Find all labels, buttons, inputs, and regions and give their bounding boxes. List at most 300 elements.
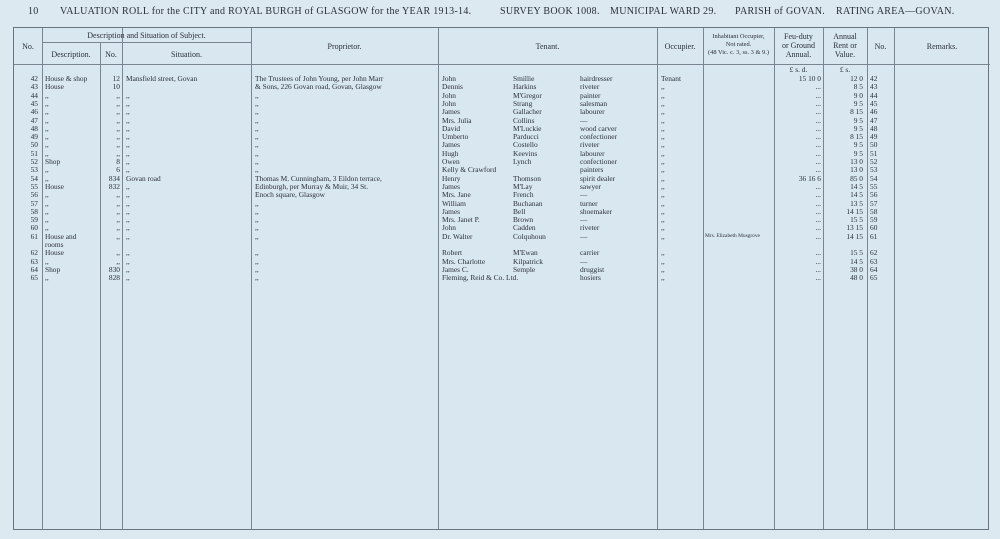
situation: ,, <box>126 231 130 241</box>
feu-duty: ... <box>815 165 821 175</box>
tenant-occupation: confectioner <box>580 157 617 166</box>
row-number: 61 <box>30 231 38 241</box>
tenant-surname: M'Gregor <box>513 90 542 100</box>
annual-rent: 14 5 <box>850 190 863 200</box>
tenant-occupation: spirit dealer <box>580 173 616 183</box>
proprietor: ,, <box>255 115 259 125</box>
description: House <box>45 82 64 92</box>
proprietor: ,, <box>255 98 259 108</box>
col-header-desc-group: Description and Situation of Subject. <box>87 31 206 40</box>
description: ,, <box>45 198 49 208</box>
feu-duty: ... <box>815 264 821 274</box>
row-number-right: 64 <box>870 264 878 274</box>
description: ,, <box>45 215 49 225</box>
row-number-right: 63 <box>870 256 878 266</box>
tenant-forename: Dr. Walter <box>442 231 473 241</box>
annual-rent: 15 5 <box>850 248 863 258</box>
situation: ,, <box>126 264 130 274</box>
row-number: 62 <box>30 248 38 258</box>
row-number-right: 52 <box>870 157 878 166</box>
situation: ,, <box>126 98 130 108</box>
occupier: ,, <box>661 273 665 283</box>
annual-rent: 9 5 <box>853 98 863 108</box>
tenant-forename: Mrs. Julia <box>442 115 472 125</box>
description: ,, <box>45 90 49 100</box>
situation: ,, <box>126 248 130 258</box>
feu-duty: ... <box>815 206 821 216</box>
house-number: 830 <box>108 264 120 274</box>
house-number: ,, <box>116 256 120 266</box>
occupier: ,, <box>661 123 665 133</box>
description: ,, <box>45 165 49 175</box>
tenant-occupation: confectioner <box>580 132 617 142</box>
row-number-right: 57 <box>870 198 878 208</box>
feu-duty: ... <box>815 140 821 150</box>
house-number: ,, <box>116 90 120 100</box>
row-number-right: 42 <box>870 74 878 83</box>
occupier: ,, <box>661 98 665 108</box>
situation: ,, <box>126 190 130 200</box>
proprietor: & Sons, 226 Govan road, Govan, Glasgow <box>255 82 382 92</box>
annual-rent: 14 5 <box>850 256 863 266</box>
row-number-right: 59 <box>870 215 878 225</box>
proprietor: ,, <box>255 264 259 274</box>
occupier: ,, <box>661 115 665 125</box>
row-number-right: 50 <box>870 140 878 150</box>
tenant-surname: Gallacher <box>513 107 542 117</box>
proprietor: ,, <box>255 256 259 266</box>
annual-rent: 8 15 <box>850 132 863 142</box>
feu-duty: ... <box>815 107 821 117</box>
row-number: 48 <box>30 123 38 133</box>
tenant-surname: M'Lay <box>513 181 533 191</box>
col-header-remarks: Remarks. <box>926 42 958 51</box>
house-number: 828 <box>108 273 120 283</box>
occupier: ,, <box>661 190 665 200</box>
feu-units: £ s. d. <box>789 65 808 74</box>
proprietor: Thomas M. Cunningham, 3 Eildon terrace, <box>255 173 382 183</box>
feu-duty: ... <box>815 82 821 92</box>
tenant-forename: Kelly & Crawford <box>442 165 497 175</box>
tenant-occupation: — <box>580 215 588 225</box>
tenant-occupation: hosiers <box>580 273 601 283</box>
tenant-occupation: — <box>580 190 588 200</box>
feu-duty: ... <box>815 256 821 266</box>
tenant-forename: John <box>442 223 456 233</box>
annual-rent: 13 0 <box>850 165 863 175</box>
tenant-surname: Brown <box>513 215 534 225</box>
row-number-right: 55 <box>870 181 878 191</box>
tenant-occupation: riveter <box>580 82 600 92</box>
house-number: ,, <box>116 215 120 225</box>
feu-duty: ... <box>815 90 821 100</box>
tenant-surname: Costello <box>513 140 538 150</box>
situation: ,, <box>126 90 130 100</box>
situation: Govan road <box>126 173 161 183</box>
tenant-forename: James <box>442 107 461 117</box>
tenant-occupation: salesman <box>580 98 608 108</box>
row-number: 56 <box>30 190 38 200</box>
row-number: 57 <box>30 198 38 208</box>
description: Shop <box>45 157 61 166</box>
annual-rent: 9 5 <box>853 148 863 158</box>
tenant-forename: John <box>442 74 456 83</box>
tenant-forename: Mrs. Janet P. <box>442 215 480 225</box>
col-header-occupier: Occupier. <box>664 42 696 51</box>
tenant-surname: Buchanan <box>513 198 543 208</box>
tenant-occupation: — <box>580 115 588 125</box>
row-number: 53 <box>30 165 38 175</box>
occupier: ,, <box>661 82 665 92</box>
table-row <box>14 273 990 282</box>
row-number-right: 65 <box>870 273 878 283</box>
annual-rent: 9 5 <box>853 123 863 133</box>
feu-duty: ... <box>815 273 821 283</box>
house-number: ,, <box>116 132 120 142</box>
annual-rent: 48 0 <box>850 273 863 283</box>
col-header-no: No. <box>22 42 34 51</box>
feu-duty: ... <box>815 132 821 142</box>
tenant-forename: Owen <box>442 157 460 166</box>
annual-rent: 13 0 <box>850 157 863 166</box>
proprietor: ,, <box>255 206 259 216</box>
occupier: ,, <box>661 215 665 225</box>
row-number-right: 49 <box>870 132 878 142</box>
row-number-right: 56 <box>870 190 878 200</box>
occupier: ,, <box>661 90 665 100</box>
tenant-forename: William <box>442 198 466 208</box>
row-number: 54 <box>30 173 38 183</box>
tenant-surname: Collins <box>513 115 535 125</box>
tenant-forename: Mrs. Charlotte <box>442 256 486 266</box>
tenant-surname: Keevins <box>513 148 538 158</box>
parish: PARISH of GOVAN. <box>735 6 826 17</box>
occupier: ,, <box>661 223 665 233</box>
proprietor: ,, <box>255 140 259 150</box>
situation: ,, <box>126 256 130 266</box>
tenant-surname: Lynch <box>513 157 532 166</box>
tenant-forename: James <box>442 181 461 191</box>
house-number: 832 <box>108 181 120 191</box>
house-number: ,, <box>116 148 120 158</box>
tenant-surname: Parducci <box>513 132 539 142</box>
tenant-surname: Cadden <box>513 223 536 233</box>
situation: ,, <box>126 223 130 233</box>
house-number: ,, <box>116 198 120 208</box>
row-number: 55 <box>30 181 38 191</box>
occupier: ,, <box>661 231 665 241</box>
row-number-right: 48 <box>870 123 878 133</box>
annual-rent: 13 5 <box>850 198 863 208</box>
feu-duty: ... <box>815 198 821 208</box>
occupier: ,, <box>661 140 665 150</box>
tenant-forename: Umberto <box>442 132 469 142</box>
row-number: 58 <box>30 206 38 216</box>
description: ,, <box>45 190 49 200</box>
rent-units: £ s. <box>839 65 851 74</box>
survey-book: SURVEY BOOK 1008. <box>500 6 600 17</box>
row-number: 47 <box>30 115 38 125</box>
row-number-right: 43 <box>870 82 878 92</box>
tenant-occupation: wood carver <box>580 123 617 133</box>
situation: ,, <box>126 215 130 225</box>
page-header <box>0 0 1000 20</box>
house-number: ,, <box>116 115 120 125</box>
units-row <box>14 65 990 74</box>
municipal-ward: MUNICIPAL WARD 29. <box>610 6 717 17</box>
house-number: ,, <box>116 107 120 117</box>
tenant-surname: Bell <box>513 206 526 216</box>
feu-duty: ... <box>815 157 821 166</box>
row-number: 60 <box>30 223 38 233</box>
proprietor: ,, <box>255 132 259 142</box>
row-number: 51 <box>30 148 38 158</box>
description: House <box>45 181 64 191</box>
proprietor: ,, <box>255 273 259 283</box>
tenant-forename: Hugh <box>442 148 459 158</box>
feu-duty: ... <box>815 115 821 125</box>
occupier: ,, <box>661 206 665 216</box>
tenant-occupation: hairdresser <box>580 74 613 83</box>
col-header-inhabitant: Inhabitant Occupier, Not rated. (48 Vic. c. 3, ss. 3 & 9.) <box>708 33 769 56</box>
row-number: 52 <box>30 157 38 166</box>
row-number-right: 53 <box>870 165 878 175</box>
situation: ,, <box>126 181 130 191</box>
row-number: 63 <box>30 256 38 266</box>
tenant-surname: Semple <box>513 264 536 274</box>
tenant-occupation: druggist <box>580 264 605 274</box>
occupier: ,, <box>661 148 665 158</box>
proprietor: ,, <box>255 165 259 175</box>
description: rooms <box>45 240 64 249</box>
row-number: 59 <box>30 215 38 225</box>
description: ,, <box>45 273 49 283</box>
situation: ,, <box>126 115 130 125</box>
situation: ,, <box>126 165 130 175</box>
tenant-forename: Mrs. Jane <box>442 190 471 200</box>
tenant-forename: James <box>442 206 461 216</box>
row-number-right: 58 <box>870 206 878 216</box>
annual-rent: 9 5 <box>853 140 863 150</box>
occupier: ,, <box>661 248 665 258</box>
tenant-surname: M'Luckie <box>513 123 542 133</box>
situation: ,, <box>126 132 130 142</box>
tenant-forename: Fleming, Reid & Co. Ltd. <box>442 273 519 283</box>
proprietor: ,, <box>255 198 259 208</box>
annual-rent: 85 0 <box>850 173 863 183</box>
col-header-no-right: No. <box>874 42 887 51</box>
row-number-right: 51 <box>870 148 878 158</box>
house-number: ,, <box>116 231 120 241</box>
annual-rent: 14 15 <box>846 206 863 216</box>
situation: ,, <box>126 123 130 133</box>
occupier: ,, <box>661 107 665 117</box>
house-number: ,, <box>116 206 120 216</box>
occupier: ,, <box>661 264 665 274</box>
tenant-surname: French <box>513 190 534 200</box>
situation: ,, <box>126 206 130 216</box>
proprietor: Edinburgh, per Murray & Muir, 34 St. <box>255 181 369 191</box>
description: ,, <box>45 206 49 216</box>
row-number: 65 <box>30 273 38 283</box>
row-number: 64 <box>30 264 38 274</box>
row-number-right: 45 <box>870 98 878 108</box>
annual-rent: 8 15 <box>850 107 863 117</box>
tenant-occupation: painter <box>580 90 601 100</box>
situation: ,, <box>126 273 130 283</box>
occupier: ,, <box>661 132 665 142</box>
tenant-forename: Henry <box>442 173 461 183</box>
row-number: 43 <box>30 82 38 92</box>
proprietor: ,, <box>255 215 259 225</box>
description: ,, <box>45 148 49 158</box>
proprietor: ,, <box>255 157 259 166</box>
col-header-number: No. <box>105 50 117 59</box>
description: ,, <box>45 223 49 233</box>
tenant-surname: Kilpatrick <box>513 256 543 266</box>
description: ,, <box>45 107 49 117</box>
description: House & shop <box>45 74 88 83</box>
tenant-forename: John <box>442 98 456 108</box>
tenant-occupation: — <box>580 231 588 241</box>
feu-duty: ... <box>815 215 821 225</box>
tenant-surname: Harkins <box>513 82 537 92</box>
annual-rent: 12 0 <box>850 74 863 83</box>
description: ,, <box>45 115 49 125</box>
situation: Mansfield street, Govan <box>126 74 198 83</box>
tenant-surname: M'Ewan <box>513 248 538 258</box>
row-number: 46 <box>30 107 38 117</box>
house-number: ,, <box>116 223 120 233</box>
house-number: ,, <box>116 248 120 258</box>
description: ,, <box>45 98 49 108</box>
tenant-occupation: riveter <box>580 140 600 150</box>
annual-rent: 38 0 <box>850 264 863 274</box>
description: ,, <box>45 173 49 183</box>
col-header-situation: Situation. <box>171 50 202 59</box>
tenant-occupation: labourer <box>580 107 605 117</box>
house-number: 8 <box>116 157 120 166</box>
occupier: ,, <box>661 181 665 191</box>
house-number: ,, <box>116 140 120 150</box>
feu-duty: ... <box>815 148 821 158</box>
annual-rent: 9 5 <box>853 115 863 125</box>
tenant-surname: Smillie <box>513 74 535 83</box>
proprietor: ,, <box>255 107 259 117</box>
proprietor: ,, <box>255 231 259 241</box>
occupier: ,, <box>661 157 665 166</box>
occupier: ,, <box>661 256 665 266</box>
annual-rent: 13 15 <box>846 223 863 233</box>
tenant-occupation: riveter <box>580 223 600 233</box>
page-number: 10 <box>28 6 39 17</box>
tenant-forename: Dennis <box>442 82 463 92</box>
situation: ,, <box>126 140 130 150</box>
house-number: 6 <box>116 165 120 175</box>
situation: ,, <box>126 198 130 208</box>
annual-rent: 15 5 <box>850 215 863 225</box>
feu-duty: 15 10 0 <box>798 74 821 83</box>
feu-duty: ... <box>815 98 821 108</box>
tenant-surname: Strang <box>513 98 533 108</box>
house-number: ,, <box>116 98 120 108</box>
house-number: 834 <box>108 173 120 183</box>
tenant-forename: James C. <box>442 264 469 274</box>
proprietor: ,, <box>255 123 259 133</box>
feu-duty: ... <box>815 190 821 200</box>
annual-rent: 14 5 <box>850 181 863 191</box>
occupier: ,, <box>661 173 665 183</box>
row-number-right: 44 <box>870 90 878 100</box>
tenant-occupation: carrier <box>580 248 600 258</box>
occupier: ,, <box>661 198 665 208</box>
tenant-surname: Colquhoun <box>513 231 546 241</box>
col-header-rent: Annual Rent or Value. <box>833 32 857 59</box>
description: House and <box>45 231 77 241</box>
feu-duty: ... <box>815 223 821 233</box>
description: House <box>45 248 64 258</box>
row-number: 42 <box>30 74 38 83</box>
situation: ,, <box>126 157 130 166</box>
situation: ,, <box>126 107 130 117</box>
row-number-right: 60 <box>870 223 878 233</box>
tenant-forename: David <box>442 123 461 133</box>
description: ,, <box>45 256 49 266</box>
house-number: ,, <box>116 123 120 133</box>
row-number: 45 <box>30 98 38 108</box>
description: Shop <box>45 264 61 274</box>
description: ,, <box>45 140 49 150</box>
tenant-occupation: painters <box>580 165 604 175</box>
description: ,, <box>45 123 49 133</box>
annual-rent: 9 0 <box>853 90 863 100</box>
feu-duty: ... <box>815 248 821 258</box>
tenant-occupation: labourer <box>580 148 605 158</box>
proprietor: ,, <box>255 248 259 258</box>
row-number: 44 <box>30 90 38 100</box>
tenant-occupation: shoemaker <box>580 206 613 216</box>
tenant-forename: James <box>442 140 461 150</box>
house-number: 10 <box>112 82 120 92</box>
row-number: 50 <box>30 140 38 150</box>
annual-rent: 8 5 <box>853 82 863 92</box>
annual-rent: 14 15 <box>846 231 863 241</box>
tenant-forename: John <box>442 90 456 100</box>
proprietor: ,, <box>255 223 259 233</box>
occupier: ,, <box>661 165 665 175</box>
col-header-feu: Feu-duty or Ground Annual. <box>781 32 816 59</box>
col-header-proprietor: Proprietor. <box>327 42 362 51</box>
inhabitant-occupier: Mrs. Elizabeth Musgrove <box>705 232 760 239</box>
occupier: Tenant <box>661 74 682 83</box>
house-number: ,, <box>116 190 120 200</box>
situation: ,, <box>126 148 130 158</box>
feu-duty: 36 16 6 <box>798 173 821 183</box>
row-number-right: 46 <box>870 107 878 117</box>
proprietor: The Trustees of John Young, per John Marr <box>255 74 384 83</box>
house-number: 12 <box>112 74 120 83</box>
tenant-forename: Robert <box>442 248 463 258</box>
roll-title: VALUATION ROLL for the CITY and ROYAL BURGH of GLASGOW for the YEAR 1913-14. <box>60 6 472 17</box>
col-header-description: Description. <box>51 50 91 59</box>
feu-duty: ... <box>815 181 821 191</box>
col-header-tenant: Tenant. <box>535 42 560 51</box>
row-number: 49 <box>30 132 38 142</box>
feu-duty: ... <box>815 231 821 241</box>
proprietor: ,, <box>255 90 259 100</box>
tenant-occupation: sawyer <box>580 181 601 191</box>
tenant-occupation: — <box>580 256 588 266</box>
